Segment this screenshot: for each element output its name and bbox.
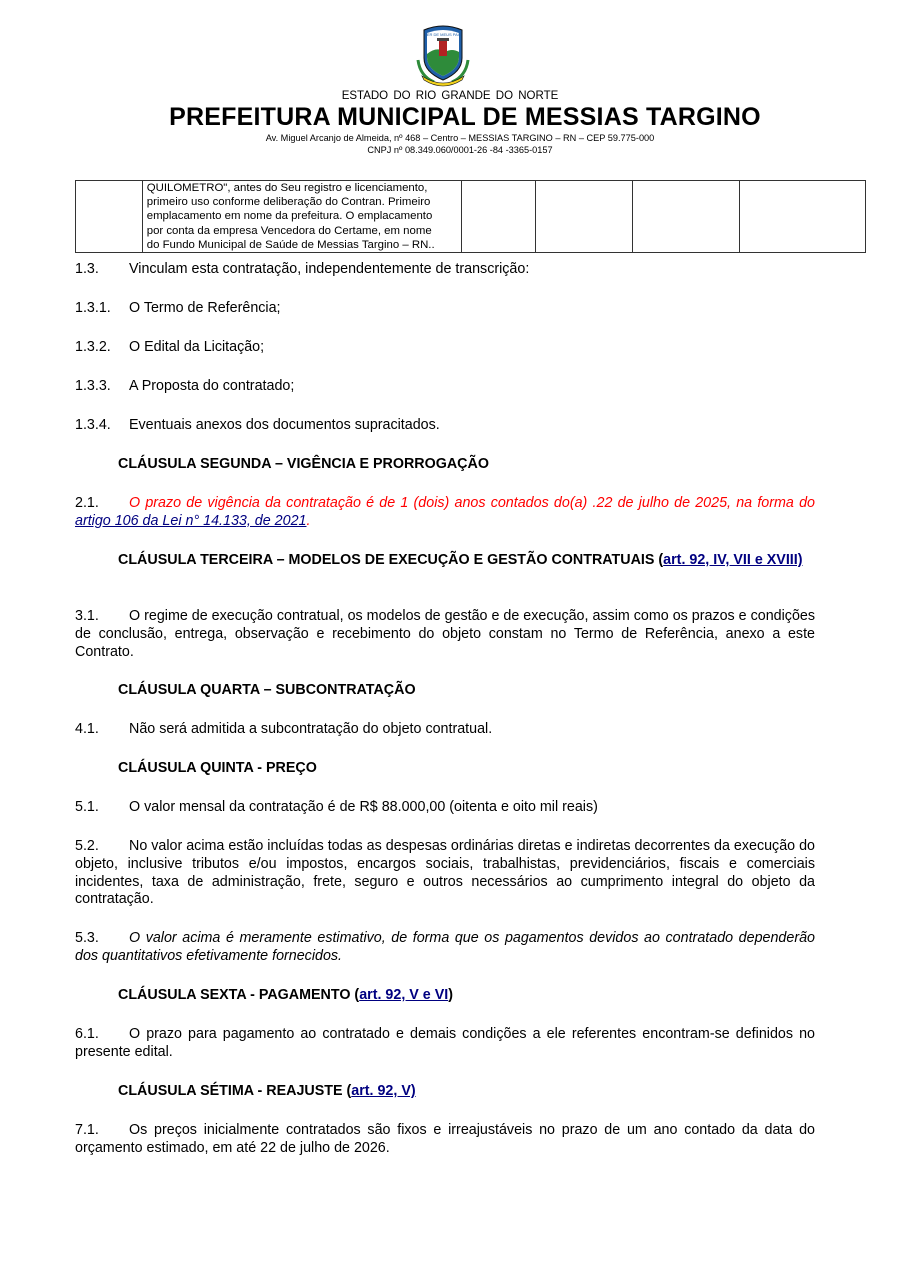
clause-1-3-2 xyxy=(75,339,815,357)
heading-tail: ) xyxy=(448,987,453,1003)
clause-text: O Edital da Licitação; xyxy=(129,339,265,355)
art-92-iv-vii-xviii-link[interactable]: art. 92, IV, VII e XVIII) xyxy=(663,552,803,568)
heading-clausula-segunda: CLÁUSULA SEGUNDA – VIGÊNCIA E PRORROGAÇÃO xyxy=(118,456,489,472)
clause-number: 4.1. xyxy=(75,721,99,737)
clause-number: 1.3.3. xyxy=(75,378,111,394)
clause-7-1 xyxy=(75,1122,815,1158)
clause-number: 1.3.4. xyxy=(75,417,111,433)
clause-5-1 xyxy=(75,799,815,817)
clause-text: Os preços inicialmente contratados são fixos e irreajustáveis no prazo de um ano contado da data do orçamento estimado, em até 22 de julho de 2026. xyxy=(75,1122,815,1156)
description-line: QUILOMETRO", antes do Seu registro e licenciamento, xyxy=(146,182,428,194)
clause-5-3 xyxy=(75,930,815,966)
header-state: ESTADO DO RIO GRANDE DO NORTE xyxy=(341,90,559,102)
clause-text: O valor mensal da contratação é de R$ 88.000,00 (oitenta e oito mil reais) xyxy=(129,799,598,815)
clause-number: 1.3.2. xyxy=(75,339,111,355)
heading-clausula-quarta: CLÁUSULA QUARTA – SUBCONTRATAÇÃO xyxy=(118,682,416,698)
heading-clausula-quinta: CLÁUSULA QUINTA - PREÇO xyxy=(118,760,317,776)
description-line: do Fundo Municipal de Saúde de Messias Targino – RN.. xyxy=(146,238,435,251)
clause-text: A Proposta do contratado; xyxy=(129,378,295,394)
heading-clausula-sexta xyxy=(75,987,815,1005)
description-line: emplacamento em nome da prefeitura. O emplacamento xyxy=(146,210,433,223)
clause-text: Não será admitida a subcontratação do objeto contratual. xyxy=(129,721,493,737)
description-line: primeiro uso conforme deliberação do Contran. Primeiro xyxy=(146,196,431,209)
table-cell-col3 xyxy=(461,181,536,253)
header-address: Av. Miguel Arcanjo de Almeida, nº 468 – Centro – MESSIAS TARGINO – RN – CEP 59.775-000 xyxy=(265,133,655,143)
clause-1-3-1 xyxy=(75,300,815,318)
clause-number: 3.1. xyxy=(75,608,99,624)
clause-text: O valor acima é meramente estimativo, de forma que os pagamentos devidos ao contratado dependerão dos quantitativos efetivamente fornecidos. xyxy=(75,930,815,964)
clause-text: Eventuais anexos dos documentos supracitados. xyxy=(129,417,440,433)
heading-text: CLÁUSULA TERCEIRA – MODELOS DE EXECUÇÃO E GESTÃO CONTRATUAIS ( xyxy=(118,552,664,568)
table-cell-col5 xyxy=(632,181,739,253)
heading-text: CLÁUSULA SÉTIMA - REAJUSTE ( xyxy=(118,1083,352,1099)
clause-tail: . xyxy=(306,512,311,529)
art-92-v-link[interactable]: art. 92, V) xyxy=(351,1083,416,1099)
clause-number: 7.1. xyxy=(75,1122,99,1138)
clause-5-2 xyxy=(75,838,815,909)
table-cell-description xyxy=(142,181,461,253)
heading-clausula-terceira xyxy=(75,552,815,570)
clause-number: 1.3. xyxy=(75,261,99,277)
svg-text:TER DE MEUS PAIS: TER DE MEUS PAIS xyxy=(424,32,462,37)
clause-1-3 xyxy=(75,261,815,279)
clause-text: O Termo de Referência; xyxy=(129,300,281,316)
clause-number: 5.2. xyxy=(75,838,99,854)
heading-text: CLÁUSULA SEXTA - PAGAMENTO ( xyxy=(118,987,360,1003)
clause-1-3-4 xyxy=(75,417,815,435)
municipal-coat-of-arms-icon xyxy=(412,24,474,88)
clause-text: Vinculam esta contratação, independentemente de transcrição: xyxy=(129,261,530,277)
clause-text: No valor acima estão incluídas todas as despesas ordinárias diretas e indiretas decorrentes da execução do objeto, inclusive tributos e/ou impostos, encargos sociais, trabalhistas, previdenciários, fiscais e comerciais incidentes, taxa de administração, frete, seguro e outros necessários ao cumprimento integral do objeto da contratação. xyxy=(75,838,815,908)
table-cell-col6 xyxy=(739,181,865,253)
description-line: por conta da empresa Vencedora do Certame, em nome xyxy=(146,224,432,237)
table-cell-col4 xyxy=(536,181,633,253)
table-cell-item xyxy=(76,181,143,253)
header-title: PREFEITURA MUNICIPAL DE MESSIAS TARGINO xyxy=(169,103,761,131)
items-table xyxy=(75,180,866,253)
clause-2-1 xyxy=(75,495,815,531)
clause-number: 2.1. xyxy=(75,495,99,511)
clause-3-1 xyxy=(75,608,815,661)
clause-text: O prazo de vigência da contratação é de 1 (dois) anos contados do(a) .22 de julho de 2025, na forma do xyxy=(129,495,815,511)
clause-number: 5.3. xyxy=(75,930,99,946)
clause-text: O regime de execução contratual, os modelos de gestão e de execução, assim como os prazos e condições de conclusão, entrega, observação e recebimento do objeto constam no Termo de Referência, anexo a este Contrato. xyxy=(75,608,815,660)
header-cnpj: CNPJ nº 08.349.060/0001-26 -84 -3365-0157 xyxy=(367,145,553,155)
clause-text: O prazo para pagamento ao contratado e demais condições a ele referentes encontram-se definidos no presente edital. xyxy=(75,1026,815,1060)
clause-6-1 xyxy=(75,1026,815,1062)
heading-clausula-setima xyxy=(75,1083,815,1101)
clause-4-1 xyxy=(75,721,815,739)
clause-number: 5.1. xyxy=(75,799,99,815)
lei-14133-link[interactable]: artigo 106 da Lei n° 14.133, de 2021 xyxy=(75,512,307,529)
clause-1-3-3 xyxy=(75,378,815,396)
clause-number: 1.3.1. xyxy=(75,300,111,316)
art-92-v-vi-link[interactable]: art. 92, V e VI xyxy=(359,987,449,1003)
clause-number: 6.1. xyxy=(75,1026,99,1042)
table-row xyxy=(76,181,866,253)
